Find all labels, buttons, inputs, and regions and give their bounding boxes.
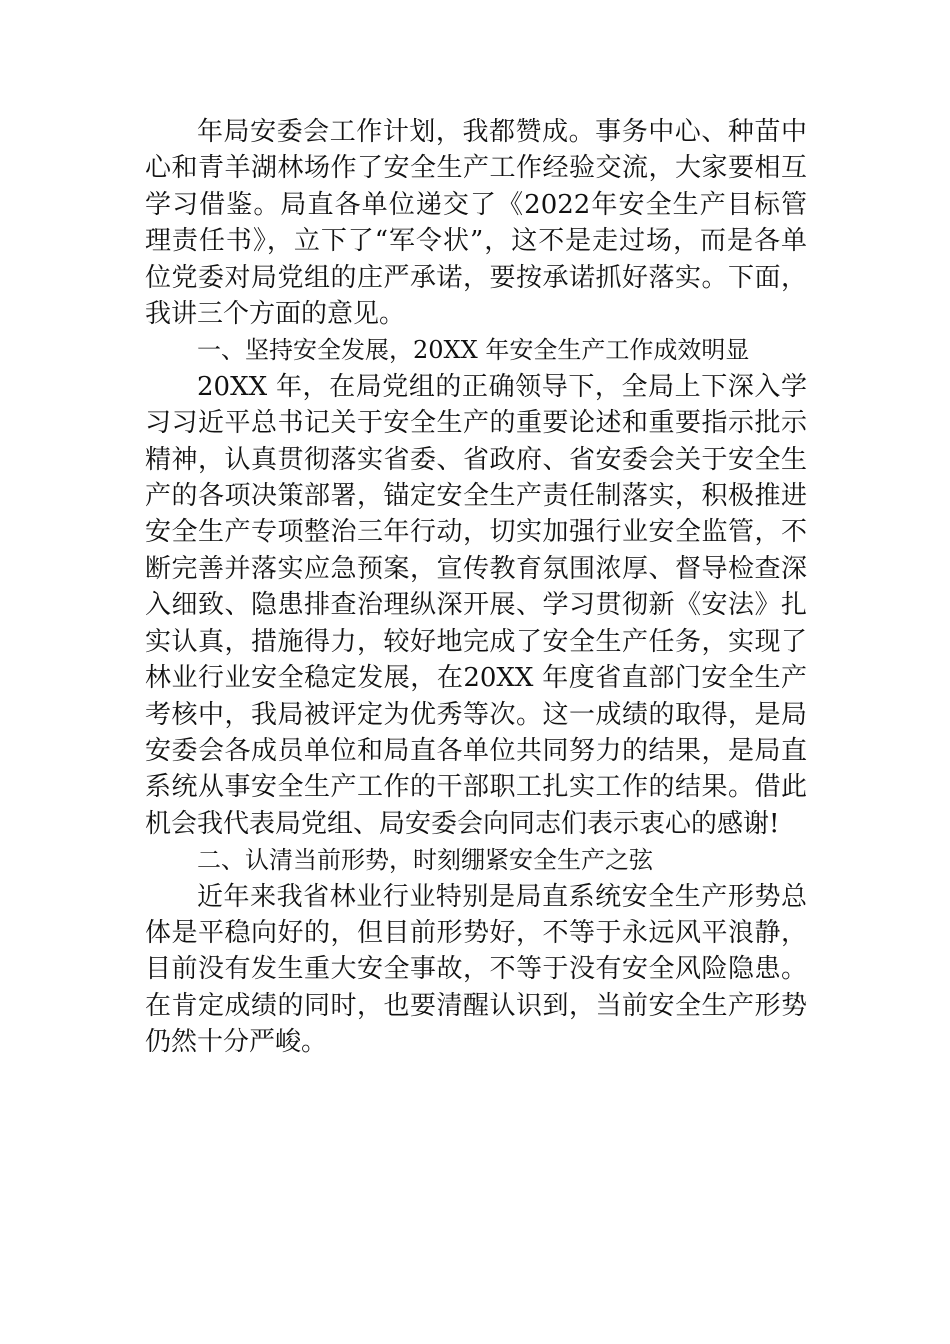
paragraph-section-1: 20XX 年，在局党组的正确领导下，全局上下深入学习习近平总书记关于安全生产的重要论述和重要指示批示精神，认真贯彻落实省委、省政府、省安委会关于安全生产的各项决策部署，锚定安全生产责任制落实，积极推进安全生产专项整治三年行动，切实加强行业安全监管，不断完善并落实应急预案，宣传教育氛围浓厚、督导检查深入细致、隐患排查治理纵深开展、学习贯彻新《安法》扎实认真，措施得力，较好地完成了安全生产任务，实现了林业行业安全稳定发展，在20XX 年度省直部门安全生产考核中，我局被评定为优秀等次。这一成绩的取得，是局安委会各成员单位和局直各单位共同努力的结果，是局直系统从事安全生产工作的干部职工扎实工作的结果。借此机会我代表局党组、局安委会向同志们表示衷心的感谢! [145,371,807,839]
paragraph-section-2: 近年来我省林业行业特别是局直系统安全生产形势总体是平稳向好的，但目前形势好，不等于永远风平浪静，目前没有发生重大安全事故，不等于没有安全风险隐患。在肯定成绩的同时，也要清醒认识到，当前安全生产形势仍然十分严峻。 [145,881,807,1058]
section-heading-1: 一、坚持安全发展，20XX 年安全生产工作成效明显 [197,336,750,365]
paragraph-opening: 年局安委会工作计划，我都赞成。事务中心、种苗中心和青羊湖林场作了安全生产工作经验交流，大家要相互学习借鉴。局直各单位递交了《2022年安全生产目标管理责任书》，立下了“军令状”，这不是走过场，而是各单位党委对局党组的庄严承诺，要按承诺抓好落实。下面，我讲三个方面的意见。 [145,117,807,330]
section-heading-2: 二、认清当前形势，时刻绷紧安全生产之弦 [197,846,653,875]
document-body [145,114,807,1061]
